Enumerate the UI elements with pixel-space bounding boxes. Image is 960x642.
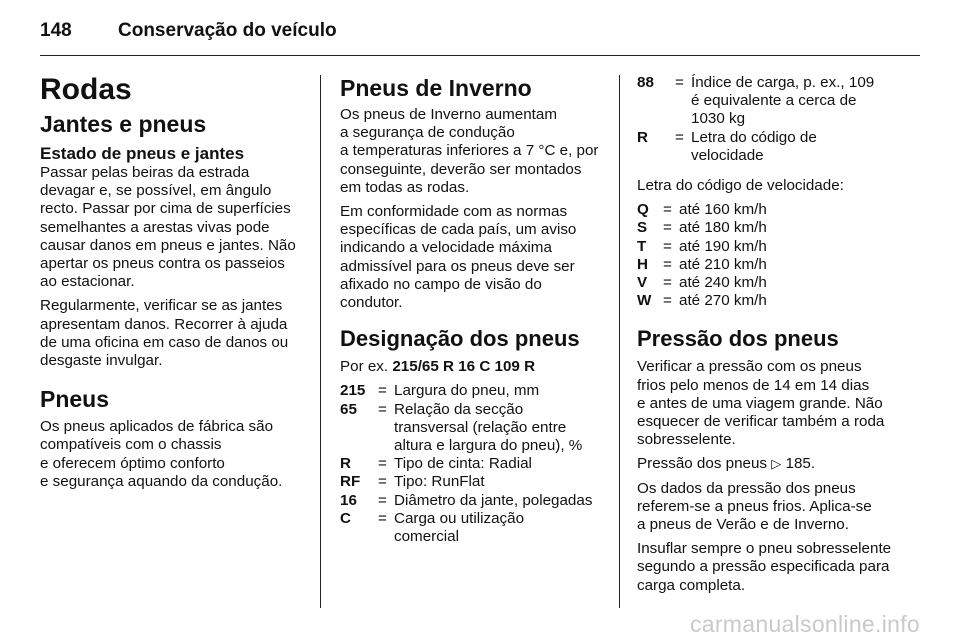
header-divider (40, 55, 920, 56)
paragraph (40, 297, 302, 370)
definition-key: 65 (340, 400, 357, 418)
column-divider-1 (320, 75, 321, 608)
definition-row (340, 382, 608, 400)
text-line: conseguinte, deverão ser montados (340, 160, 582, 178)
paragraph (340, 203, 608, 312)
text-line: a segurança de condução (340, 124, 515, 142)
equals-sign: = (663, 255, 672, 273)
column-divider-2 (619, 75, 620, 608)
definition-value: até 180 km/h (679, 219, 767, 237)
definition-row (637, 274, 905, 292)
text-line: Insuflar sempre o pneu sobresselente (637, 540, 892, 558)
text-line: semelhantes a arestas vivas pode (40, 218, 270, 236)
equals-sign: = (378, 382, 387, 400)
text-line: segundo a pressão especificada para (637, 558, 890, 576)
definition-row (637, 74, 905, 129)
definition-key: 16 (340, 491, 357, 509)
definition-row (637, 129, 905, 165)
section-title-rodas: Rodas (40, 73, 132, 106)
page-number: 148 (40, 20, 72, 41)
subsection-title-designacao: Designação dos pneus (340, 326, 580, 352)
page-reference-link[interactable]: 185. (785, 455, 816, 473)
text-line: ao estacionar. (40, 273, 135, 291)
column-3 (637, 68, 905, 601)
text-line: devagar e, se possível, em ângulo (40, 182, 272, 200)
text-line: Os dados da pressão dos pneus (637, 479, 856, 497)
text-line: condutor. (340, 294, 403, 312)
definition-key: S (637, 219, 648, 237)
text-line: desgaste invulgar. (40, 352, 163, 370)
text-line: indicando a velocidade máxima (340, 239, 552, 257)
definition-key: T (637, 237, 647, 255)
equals-sign: = (378, 473, 387, 491)
equals-sign: = (663, 274, 672, 292)
definition-value: Relação da secção transversal (relação entre altura e largura do pneu), % (394, 400, 583, 455)
definition-row (637, 256, 905, 274)
text-line: carga completa. (637, 576, 746, 594)
text-line: Os pneus de Inverno aumentam (340, 106, 557, 123)
paragraph (637, 540, 905, 595)
definition-key: RF (340, 473, 361, 491)
definition-key: V (637, 274, 648, 292)
definition-key: Q (637, 201, 649, 219)
equals-sign: = (378, 491, 387, 509)
equals-sign: = (378, 455, 387, 473)
pressure-reference (637, 455, 905, 473)
definition-value: Carga ou utilização comercial (394, 509, 525, 546)
text-line: Em conformidade com as normas (340, 203, 568, 221)
text-line: Passar pelas beiras da estrada (40, 164, 250, 181)
definition-value: até 190 km/h (679, 237, 767, 255)
text-line: Verificar a pressão com os pneus (637, 358, 862, 376)
paragraph (340, 106, 608, 197)
definition-row (340, 401, 608, 456)
paragraph (40, 418, 302, 491)
text-line: e antes de uma viagem grande. Não (637, 394, 883, 412)
equals-sign: = (675, 74, 684, 91)
paragraph (637, 480, 905, 535)
paragraph (40, 164, 302, 291)
definition-value: até 160 km/h (679, 201, 767, 219)
example-prefix: Por ex. (340, 358, 389, 376)
speed-code-intro: Letra do código de velocidade: (637, 177, 844, 195)
example-line (340, 358, 608, 376)
load-index-list (637, 74, 905, 165)
watermark: carmanualsonline.info (689, 611, 920, 637)
text-line: de uma oficina em caso de danos ou (40, 333, 289, 351)
chapter-title: Conservação do veículo (118, 20, 337, 41)
definition-value: Largura do pneu, mm (394, 382, 540, 400)
equals-sign: = (663, 237, 672, 255)
definition-row (637, 201, 905, 219)
definition-key: W (637, 292, 652, 310)
text-line: Os pneus aplicados de fábrica são (40, 418, 274, 436)
subsection-title-pressao: Pressão dos pneus (637, 326, 839, 352)
definition-key: 215 (340, 382, 366, 400)
definition-key: R (637, 128, 648, 146)
definition-value: Diâmetro da jante, polegadas (394, 491, 593, 509)
text-line: e segurança aquando da condução. (40, 472, 283, 490)
definition-key: H (637, 255, 648, 273)
subsection-title-jantes: Jantes e pneus (40, 111, 207, 137)
tire-code-example: 215/65 R 16 C 109 R (392, 358, 536, 376)
definition-row (637, 292, 905, 310)
definition-key: 88 (637, 74, 654, 91)
tire-designation-list (340, 382, 608, 546)
text-line: frios pelo menos de 14 em 14 dias (637, 376, 870, 394)
text-line: apertar os pneus contra os passeios (40, 255, 285, 273)
definition-value: até 270 km/h (679, 292, 767, 310)
column-1 (40, 68, 302, 497)
pressure-reference-text: Pressão dos pneus (637, 455, 768, 473)
definition-value: Tipo de cinta: Radial (394, 455, 532, 473)
equals-sign: = (663, 292, 672, 310)
text-line: e oferecem óptimo conforto (40, 454, 225, 472)
column-2 (340, 68, 608, 552)
topic-title-estado: Estado de pneus e jantes (40, 144, 245, 163)
page-header (40, 14, 920, 48)
subsection-title-inverno: Pneus de Inverno (340, 75, 532, 101)
text-line: compatíveis com o chassis (40, 436, 222, 454)
definition-value: Letra do código de velocidade (691, 128, 817, 164)
definition-value: até 210 km/h (679, 255, 767, 273)
subsection-title-pneus: Pneus (40, 386, 110, 413)
text-line: referem-se a pneus frios. Aplica-se (637, 497, 872, 515)
definition-row (637, 238, 905, 256)
equals-sign: = (663, 201, 672, 219)
equals-sign: = (663, 219, 672, 237)
definition-value: até 240 km/h (679, 274, 767, 292)
text-line: sobresselente. (637, 431, 736, 449)
text-line: admissível para os pneus deve ser (340, 257, 575, 275)
text-line: apresentam danos. Recorrer à ajuda (40, 315, 288, 333)
text-line: afixado no campo de visão do (340, 275, 542, 293)
page-reference-arrow-icon: ▷ (771, 456, 782, 472)
definition-key: C (340, 509, 351, 527)
speed-code-list (637, 201, 905, 310)
text-line: esquecer de verificar também a roda (637, 413, 885, 431)
definition-key: R (340, 455, 351, 473)
definition-row (340, 510, 608, 546)
text-line: em todas as rodas. (340, 178, 470, 196)
text-line: recto. Passar por cima de superfícies (40, 200, 291, 218)
definition-row (637, 219, 905, 237)
definition-row (340, 455, 608, 473)
definition-value: Tipo: RunFlat (394, 473, 485, 491)
definition-value: Índice de carga, p. ex., 109 é equivalente a cerca de 1030 kg (691, 74, 875, 128)
text-line: específicas de cada país, um aviso (340, 221, 577, 239)
definition-row (340, 473, 608, 491)
text-line: causar danos em pneus e jantes. Não (40, 236, 296, 254)
text-line: a temperaturas inferiores a 7 °C e, por (340, 142, 599, 160)
equals-sign: = (675, 128, 684, 146)
definition-row (340, 492, 608, 510)
equals-sign: = (378, 400, 387, 418)
equals-sign: = (378, 509, 387, 527)
paragraph (637, 358, 905, 449)
text-line: a pneus de Verão e de Inverno. (637, 516, 849, 534)
text-line: Regularmente, verificar se as jantes (40, 297, 283, 315)
